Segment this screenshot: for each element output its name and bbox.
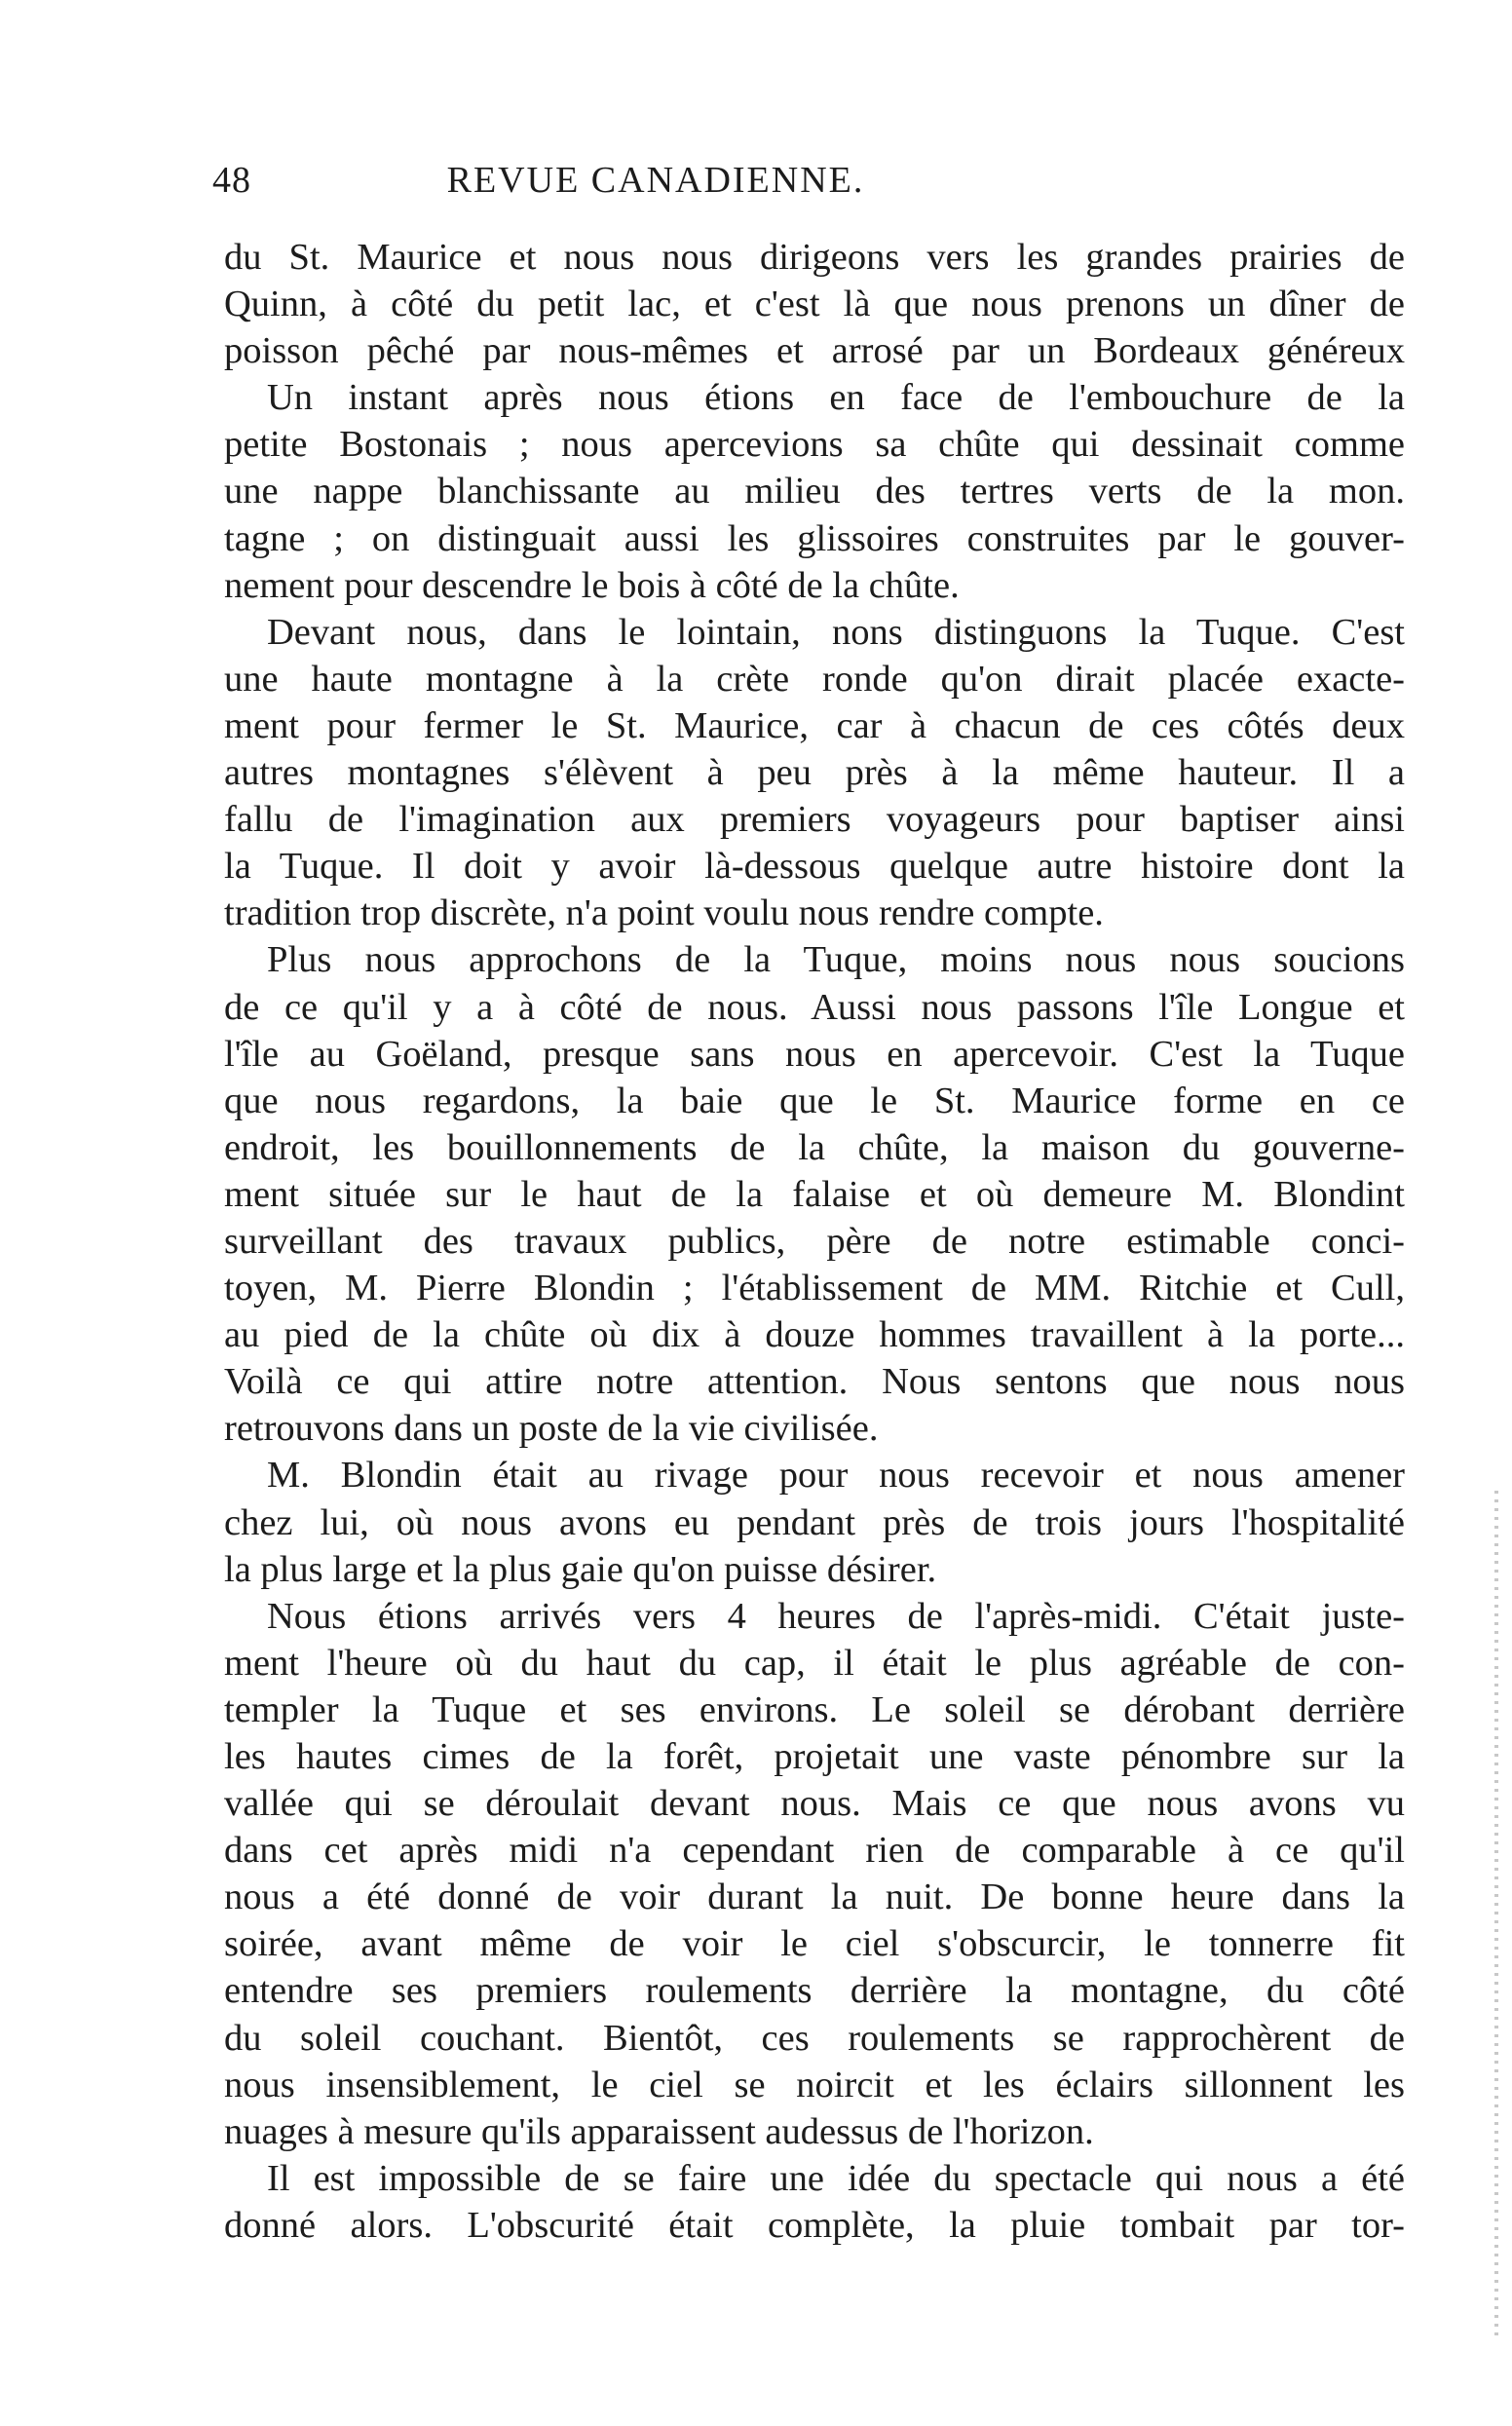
scan-edge-mark [1494,1491,1498,2338]
text-line: autres montagnes s'élèvent à peu près à la même hauteur. Il a [224,752,1405,794]
text-line: Voilà ce qui attire notre attention. Nous sentons que nous nous [224,1361,1405,1403]
text-line: que nous regardons, la baie que le St. Maurice forme en ce [224,1080,1405,1121]
text-line: petite Bostonais ; nous apercevions sa chûte qui dessinait comme [224,424,1405,466]
body-text [224,234,1405,2249]
text-line: ment l'heure où du haut du cap, il était le plus agréable de con- [224,1642,1405,1684]
text-line: dans cet après midi n'a cependant rien de comparable à ce qu'il [224,1830,1405,1872]
text-line: Nous étions arrivés vers 4 heures de l'après-midi. C'était juste- [267,1595,1405,1637]
text-line: vallée qui se déroulait devant nous. Mais ce que nous avons vu [224,1783,1405,1825]
running-title: REVUE CANADIENNE. [446,160,865,201]
text-line: surveillant des travaux publics, père de notre estimable conci- [224,1220,1405,1262]
text-line: une haute montagne à la crète ronde qu'on dirait placée exacte- [224,658,1405,700]
text-line: donné alors. L'obscurité était complète, la pluie tombait par tor- [224,2204,1405,2246]
text-line: Devant nous, dans le lointain, nons distinguons la Tuque. C'est [267,611,1405,653]
text-line: nous insensiblement, le ciel se noircit et les éclairs sillonnent les [224,2064,1405,2105]
text-line: entendre ses premiers roulements derrière la montagne, du côté [224,1970,1405,2012]
text-line: nuages à mesure qu'ils apparaissent audessus de l'horizon. [224,2110,1094,2152]
text-line: nement pour descendre le bois à côté de la chûte. [224,564,960,606]
page-header [212,159,1040,208]
text-line: tradition trop discrète, n'a point voulu nous rendre compte. [224,892,1104,934]
text-line: toyen, M. Pierre Blondin ; l'établissement de MM. Ritchie et Cull, [224,1268,1405,1309]
text-line: de ce qu'il y a à côté de nous. Aussi nous passons l'île Longue et [224,986,1405,1028]
text-line: la Tuque. Il doit y avoir là-dessous quelque autre histoire dont la [224,846,1405,888]
text-line: nous a été donné de voir durant la nuit. De bonne heure dans la [224,1876,1405,1918]
text-line: retrouvons dans un poste de la vie civilisée. [224,1408,879,1450]
text-line: poisson pêché par nous-mêmes et arrosé par un Bordeaux généreux [224,330,1405,372]
text-line: au pied de la chûte où dix à douze hommes travaillent à la porte... [224,1314,1405,1356]
text-line: templer la Tuque et ses environs. Le soleil se dérobant derrière [224,1688,1405,1730]
text-line: ment pour fermer le St. Maurice, car à chacun de ces côtés deux [224,704,1405,746]
text-line: ment située sur le haut de la falaise et où demeure M. Blondint [224,1173,1405,1215]
text-line: du St. Maurice et nous nous dirigeons vers les grandes prairies de [224,237,1405,278]
text-line: chez lui, où nous avons eu pendant près de trois jours l'hospitalité [224,1501,1405,1543]
text-line: l'île au Goëland, presque sans nous en apercevoir. C'est la Tuque [224,1033,1405,1075]
text-line: fallu de l'imagination aux premiers voyageurs pour baptiser ainsi [224,799,1405,841]
text-line: Quinn, à côté du petit lac, et c'est là que nous prenons un dîner de [224,284,1405,325]
text-line: soirée, avant même de voir le ciel s'obscurcir, le tonnerre fit [224,1923,1405,1965]
text-line: Un instant après nous étions en face de l'embouchure de la [267,377,1405,419]
text-line: tagne ; on distinguait aussi les glissoires construites par le gouver- [224,517,1405,559]
text-line: les hautes cimes de la forêt, projetait une vaste pénombre sur la [224,1736,1405,1777]
text-line: Il est impossible de se faire une idée du spectacle qui nous a été [267,2157,1405,2199]
text-line: M. Blondin était au rivage pour nous recevoir et nous amener [267,1455,1405,1497]
text-line: endroit, les bouillonnements de la chûte, la maison du gouverne- [224,1126,1405,1168]
page-number: 48 [212,160,251,201]
text-line: une nappe blanchissante au milieu des tertres verts de la mon. [224,471,1405,512]
text-line: Plus nous approchons de la Tuque, moins nous nous soucions [267,939,1405,981]
text-line: du soleil couchant. Bientôt, ces roulements se rapprochèrent de [224,2017,1405,2059]
text-line: la plus large et la plus gaie qu'on puisse désirer. [224,1548,937,1590]
